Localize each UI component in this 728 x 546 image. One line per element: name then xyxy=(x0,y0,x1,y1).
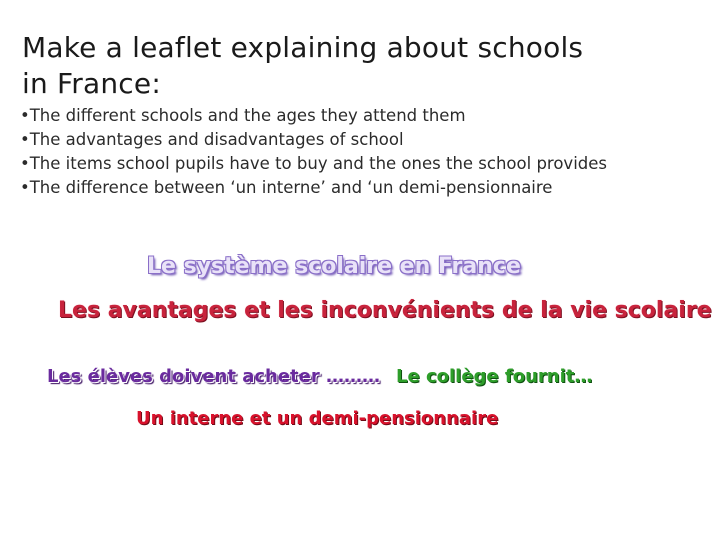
slide-title xyxy=(22,30,583,102)
heading-college-fournit: Le collège fournit… xyxy=(396,366,593,387)
heading-interne-demi-pensionnaire: Un interne et un demi-pensionnaire xyxy=(136,408,499,429)
title-line-2: in France: xyxy=(22,67,161,100)
title-line-1: Make a leaflet explaining about schools xyxy=(22,31,584,64)
bullet-item: •The advantages and disadvantages of school xyxy=(20,130,404,149)
bullet-item: •The difference between ‘un interne’ and ‘un demi-pensionnaire xyxy=(20,178,553,197)
heading-avantages-inconvenients: Les avantages et les inconvénients de la vie scolaire xyxy=(58,298,712,323)
bullet-item: •The items school pupils have to buy and the ones the school provides xyxy=(20,154,608,173)
heading-eleves-acheter: Les élèves doivent acheter ……… xyxy=(47,366,381,387)
bullet-item: •The different schools and the ages they attend them xyxy=(20,106,466,125)
heading-systeme-scolaire: Le système scolaire en France xyxy=(147,254,521,279)
bullet-list xyxy=(20,104,607,200)
